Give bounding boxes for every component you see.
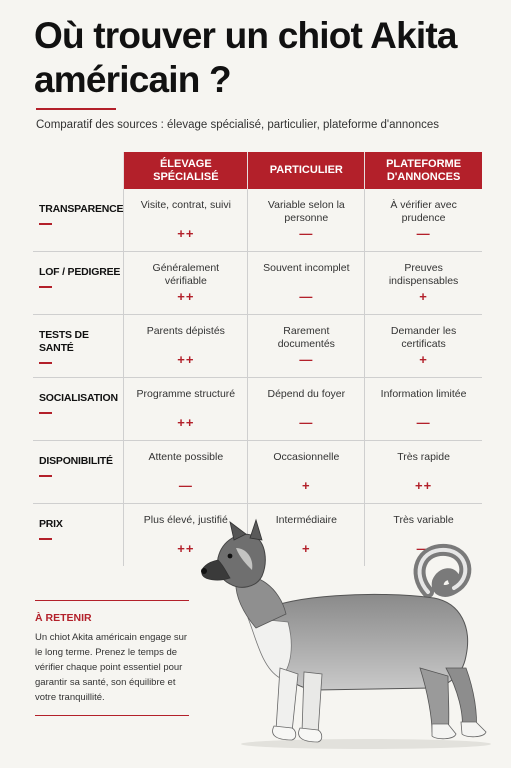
cell-rating: — [299, 289, 314, 304]
row-label-dash [39, 412, 52, 414]
note-title: À RETENIR [35, 612, 92, 624]
table-cell [248, 315, 365, 378]
row-label-cell [33, 252, 124, 315]
row-label-dash [39, 538, 52, 540]
cell-text: Visite, contrat, suivi [140, 199, 231, 211]
cell-text: Preuves indispensables [388, 262, 459, 287]
page-title: Où trouver un chiot Akita américain ? [34, 15, 457, 100]
cell-rating: ++ [414, 478, 433, 493]
cell-text: Généralement vérifiable [152, 262, 220, 287]
title-underline [36, 108, 116, 110]
table-cell [124, 441, 248, 504]
column-header-particulier: PARTICULIER [248, 152, 365, 189]
cell-text: Programme structuré [136, 388, 236, 400]
cell-text: Souvent incomplet [263, 262, 350, 274]
cell-rating: — [416, 415, 431, 430]
table-cell [248, 189, 365, 252]
cell-rating: + [302, 541, 311, 556]
cell-rating: ++ [177, 226, 195, 241]
cell-text: Parents dépistés [146, 325, 225, 337]
cell-rating: — [416, 541, 431, 556]
table-cell [365, 189, 482, 252]
page-subtitle: Comparatif des sources : élevage spécialisé, particulier, plateforme d'annonces [36, 119, 439, 131]
cell-text: Variable selon la personne [267, 199, 345, 224]
table-cell [365, 441, 482, 504]
cell-text: À vérifier avec prudence [390, 199, 457, 224]
cell-text: Très rapide [397, 451, 450, 463]
cell-rating: + [302, 478, 311, 493]
row-label: TESTS DE SANTÉ [39, 329, 89, 354]
row-label-dash [39, 223, 52, 225]
key-takeaway-box [35, 600, 189, 716]
table-cell [124, 315, 248, 378]
comparison-table [33, 152, 482, 566]
row-label-cell [33, 315, 124, 378]
table-row [33, 315, 482, 378]
table-cell [124, 189, 248, 252]
akita-puppy-illustration [196, 518, 496, 750]
note-body: Un chiot Akita américain engage sur le long terme. Prenez le temps de vérifier chaque point essentiel pour garantir sa santé, son équilibre et votre tranquillité. [35, 632, 188, 703]
table-cell [248, 378, 365, 441]
row-label-dash [39, 362, 52, 364]
cell-text: Occasionnelle [273, 451, 340, 463]
cell-text: Intermédiaire [275, 514, 337, 526]
row-label-cell [33, 441, 124, 504]
cell-rating: + [419, 289, 428, 304]
cell-rating: — [299, 352, 314, 367]
table-cell [365, 315, 482, 378]
cell-rating: ++ [177, 352, 195, 367]
cell-rating: — [416, 226, 431, 241]
row-label-cell [33, 378, 124, 441]
cell-text: Demander les certificats [390, 325, 457, 350]
cell-text: Dépend du foyer [267, 388, 346, 400]
table-row [33, 441, 482, 504]
cell-text: Rarement documentés [277, 325, 335, 350]
note-top-rule [35, 600, 189, 601]
row-label-cell [33, 504, 124, 567]
table-cell [124, 252, 248, 315]
cell-rating: — [178, 478, 193, 493]
table-cell [365, 378, 482, 441]
row-label-dash [39, 286, 52, 288]
row-label: PRIX [39, 518, 63, 530]
table-cell [124, 378, 248, 441]
cell-rating: + [419, 352, 428, 367]
row-label: SOCIALISATION [39, 392, 118, 404]
row-label: DISPONIBILITÉ [39, 455, 113, 467]
cell-text: Information limitée [380, 388, 467, 400]
table-cell [248, 252, 365, 315]
table-row [33, 378, 482, 441]
row-label-cell [33, 189, 124, 252]
row-label: LOF / PEDIGREE [39, 266, 121, 278]
note-bottom-rule [35, 715, 189, 716]
cell-rating: — [299, 415, 314, 430]
cell-rating: ++ [177, 541, 195, 556]
row-label-dash [39, 475, 52, 477]
cell-text: Plus élevé, justifié [143, 514, 228, 526]
cell-text: Très variable [393, 514, 454, 526]
table-row [33, 252, 482, 315]
column-header-plateforme: PLATEFORME D'ANNONCES [365, 152, 482, 189]
row-label: TRANSPARENCE [39, 203, 124, 215]
column-header-elevage: ÉLEVAGE SPÉCIALISÉ [124, 152, 248, 189]
cell-rating: ++ [177, 415, 195, 430]
table-cell [365, 252, 482, 315]
table-body [33, 189, 482, 566]
table-cell [248, 441, 365, 504]
cell-text: Attente possible [148, 451, 224, 463]
table-corner [33, 152, 124, 189]
table-row [33, 189, 482, 252]
cell-rating: ++ [177, 289, 195, 304]
cell-rating: — [299, 226, 314, 241]
